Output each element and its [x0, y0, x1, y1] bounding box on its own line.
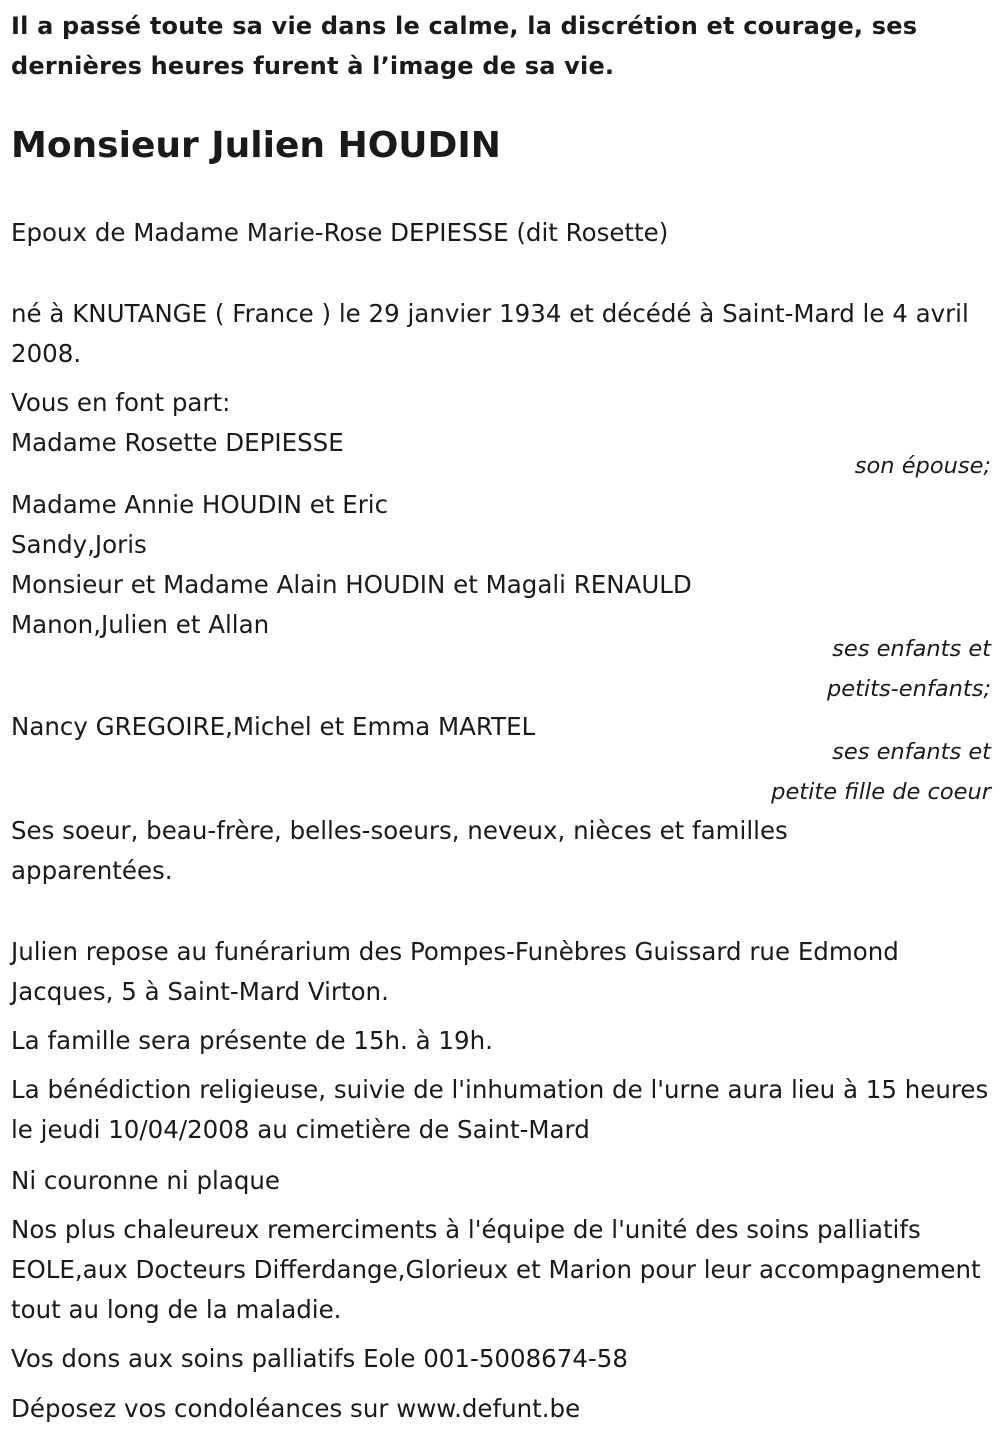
heart-family-line: Nancy GREGOIRE,Michel et Emma MARTEL: [11, 712, 536, 741]
deceased-name: Monsieur Julien HOUDIN: [11, 125, 501, 166]
children-line-1: Madame Annie HOUDIN et Eric: [11, 490, 389, 519]
grandchildren-line-2: Manon,Julien et Allan: [11, 610, 270, 639]
spouse-line: Epoux de Madame Marie-Rose DEPIESSE (dit Rosette): [11, 218, 669, 247]
condolences-line: Déposez vos condoléances sur www.defunt.be: [11, 1394, 581, 1423]
announcement-intro: Vous en font part:: [11, 388, 231, 417]
flowers-line: Ni couronne ni plaque: [11, 1166, 280, 1195]
heart-relation-line-2: petite fille de coeur: [771, 779, 991, 805]
children-relation-line-1: ses enfants et: [832, 636, 991, 662]
ceremony-line: La bénédiction religieuse, suivie de l'inhumation de l'urne aura lieu à 15 heures le jeudi 10/04/2008 au cimetière de Saint-Mard: [11, 1075, 989, 1144]
thanks-line: Nos plus chaleureux remerciments à l'équipe de l'unité des soins palliatifs EOLE,aux Docteurs Differdange,Glorieux et Marion pour leur accompagnement tout au long de la maladie.: [11, 1215, 981, 1324]
spouse-name: Madame Rosette DEPIESSE: [11, 428, 344, 457]
epitaph-quote: Il a passé toute sa vie dans le calme, la discrétion et courage, ses dernières heures furent à l’image de sa vie.: [11, 12, 918, 80]
birth-death-line: né à KNUTANGE ( France ) le 29 janvier 1934 et décédé à Saint-Mard le 4 avril 2008.: [11, 299, 969, 368]
family-presence-line: La famille sera présente de 15h. à 19h.: [11, 1026, 493, 1055]
donations-line: Vos dons aux soins palliatifs Eole 001-5008674-58: [11, 1344, 628, 1373]
heart-relation-line-1: ses enfants et: [832, 739, 991, 765]
grandchildren-line-1: Sandy,Joris: [11, 530, 147, 559]
extended-family-line: Ses soeur, beau-frère, belles-soeurs, neveux, nièces et familles apparentées.: [11, 816, 788, 885]
rest-place-line: Julien repose au funérarium des Pompes-Funèbres Guissard rue Edmond Jacques, 5 à Saint-Mard Virton.: [11, 937, 899, 1006]
children-line-2: Monsieur et Madame Alain HOUDIN et Magali RENAULD: [11, 570, 692, 599]
spouse-relation: son épouse;: [854, 453, 991, 479]
children-relation-line-2: petits-enfants;: [826, 676, 991, 702]
